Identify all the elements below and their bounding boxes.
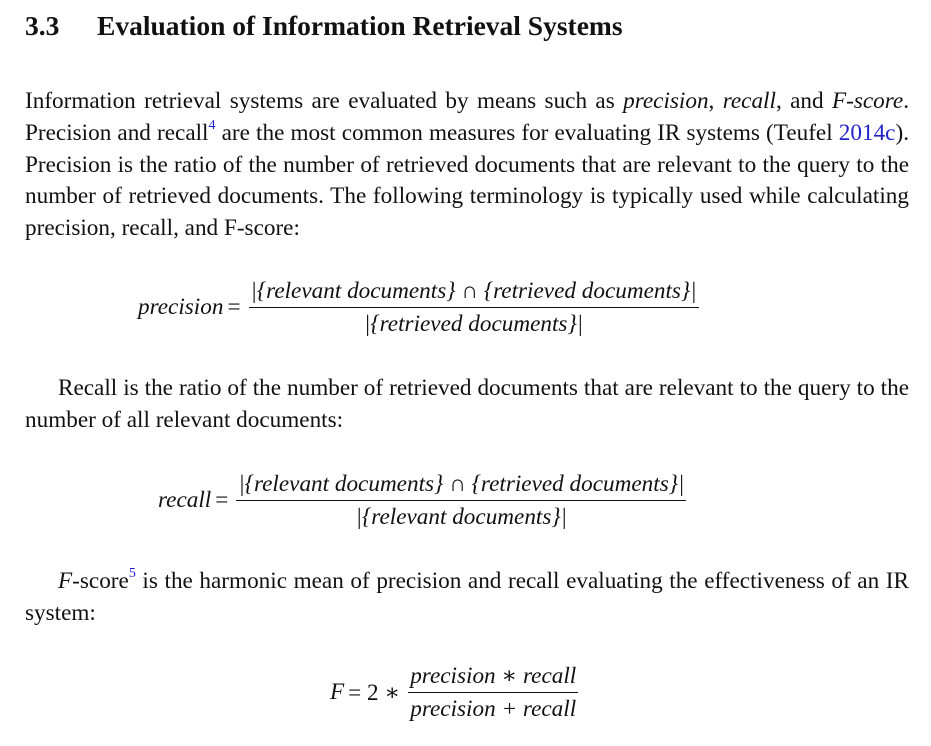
equation-recall	[158, 469, 686, 532]
footnote-ref-5[interactable]: 5	[128, 566, 136, 582]
text-span: , and	[775, 88, 832, 114]
fraction-numerator: |{relevant documents} ∩ {retrieved documents}|	[238, 471, 685, 497]
text-span: ,	[708, 88, 723, 114]
equation-lhs: precision	[138, 294, 224, 320]
citation-link[interactable]: 2014c	[838, 119, 896, 146]
fraction-numerator: precision ∗ recall	[410, 663, 577, 689]
term-precision: precision	[623, 88, 709, 114]
fraction	[236, 469, 686, 532]
equals-sign: =	[227, 294, 241, 320]
paragraph-fscore	[25, 566, 909, 630]
text-span: ). Precision is the ratio of the number of retrieved documents that are relevant to the query to the number of retrieved documents. The following terminology is typically used while calculating precision, recall, and F-score:	[25, 119, 909, 242]
term-recall: recall	[722, 88, 776, 114]
section-number: 3.3	[25, 10, 60, 41]
term-f: F	[58, 568, 73, 594]
fraction-denominator: precision + recall	[410, 696, 577, 722]
footnote-ref-4[interactable]: 4	[208, 118, 216, 134]
fraction-denominator: |{retrieved documents}|	[364, 311, 584, 337]
equation-lhs: recall	[158, 487, 212, 513]
text-span: . Precision and recall	[25, 88, 910, 146]
fraction	[249, 276, 699, 339]
paragraph-recall: Recall is the ratio of the number of retrieved documents that are relevant to the query to the number of all relevant documents:	[25, 375, 909, 433]
equals-sign: =	[215, 487, 229, 513]
text-span: is the harmonic mean of precision and recall evaluating the effectiveness of an IR system:	[25, 568, 909, 626]
equation-precision	[138, 276, 699, 339]
text-span: are the most common measures for evaluating IR systems (Teufel	[215, 119, 839, 146]
fraction-denominator: |{relevant documents}|	[355, 504, 568, 530]
text-span: Information retrieval systems are evaluated by means such as	[25, 88, 624, 114]
fraction	[408, 661, 578, 724]
fraction-numerator: |{relevant documents} ∩ {retrieved documents}|	[250, 278, 697, 304]
section-title: Evaluation of Information Retrieval Systems	[97, 10, 623, 41]
equals-sign: = 2 ∗	[348, 679, 401, 706]
text-span: -score	[72, 568, 129, 594]
paragraph-intro	[25, 86, 909, 245]
section-heading	[25, 8, 623, 44]
equation-fscore	[330, 661, 578, 724]
equation-lhs: F	[330, 679, 345, 705]
term-fscore: F-score	[831, 88, 904, 114]
